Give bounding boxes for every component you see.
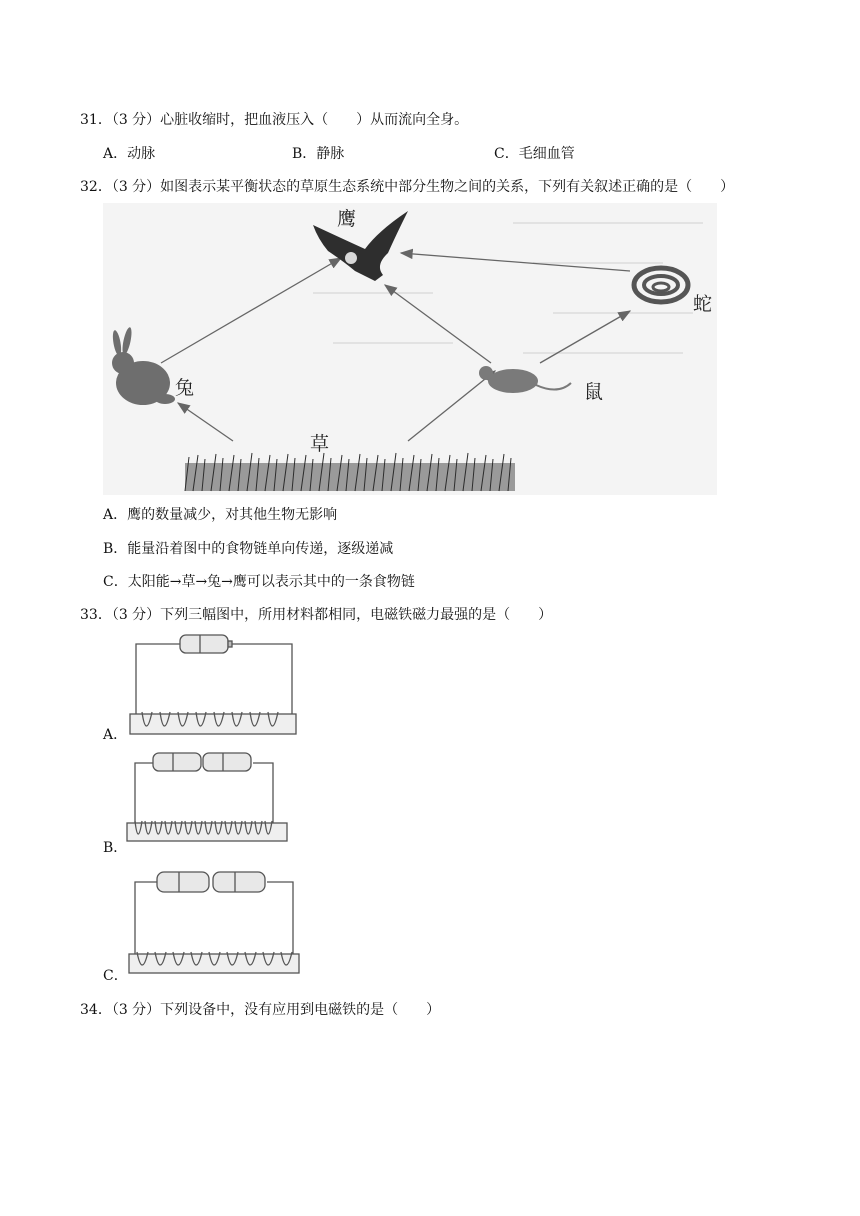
mouse-label: 鼠: [584, 381, 604, 403]
arrow-grass-rabbit: [178, 403, 233, 441]
question-number: 33．: [80, 607, 112, 623]
arrow-mouse-snake: [540, 311, 630, 363]
snake-icon: [634, 268, 688, 302]
question-number: 32．: [80, 179, 112, 195]
eagle-label: 鹰: [337, 208, 357, 230]
question-text: （3 分）下列三幅图中，所用材料都相同，电磁铁磁力最强的是（ ）: [111, 607, 553, 623]
option-33-b-label: B．: [103, 840, 128, 856]
circuit-c-figure: [125, 862, 305, 977]
option-32-a: A．鹰的数量减少，对其他生物无影响: [103, 507, 338, 523]
rabbit-label: 兔: [175, 377, 195, 399]
option-33-c-label: C．: [103, 968, 128, 984]
circuit-b-figure: [125, 745, 290, 845]
question-33: [80, 606, 552, 624]
question-text: （3 分）心脏收缩时，把血液压入（ ）从而流向全身。: [111, 112, 469, 128]
option-31-b: B．静脉: [292, 146, 345, 162]
food-web-drawing: [103, 203, 717, 495]
question-31: [80, 111, 468, 129]
option-33-a-label: A．: [103, 727, 128, 743]
circuit-c-drawing: [125, 862, 305, 977]
grass-icon: [185, 463, 515, 491]
option-31-a: A．动脉: [103, 146, 156, 162]
snake-label: 蛇: [693, 293, 713, 315]
question-34: [80, 1001, 440, 1019]
arrow-rabbit-eagle: [161, 258, 341, 363]
question-number: 31．: [80, 112, 112, 128]
option-32-c: C．太阳能→草→兔→鹰可以表示其中的一条食物链: [103, 574, 415, 590]
question-32: [80, 178, 734, 196]
question-number: 34．: [80, 1002, 112, 1018]
rabbit-icon: [111, 327, 175, 405]
option-32-b: B．能量沿着图中的食物链单向传递，逐级递减: [103, 541, 394, 557]
circuit-a-drawing: [128, 630, 298, 738]
mouse-icon: [479, 366, 571, 393]
arrow-grass-mouse: [408, 371, 495, 441]
option-31-c: C．毛细血管: [494, 146, 575, 162]
circuit-b-drawing: [125, 745, 290, 845]
food-web-figure: [103, 203, 717, 495]
arrow-mouse-eagle: [385, 285, 491, 363]
eagle-icon: [313, 211, 408, 281]
question-text: （3 分）下列设备中，没有应用到电磁铁的是（ ）: [111, 1002, 441, 1018]
grass-label: 草: [310, 433, 330, 455]
circuit-a-figure: [128, 630, 298, 738]
question-text: （3 分）如图表示某平衡状态的草原生态系统中部分生物之间的关系，下列有关叙述正确的是（ ）: [111, 179, 735, 195]
